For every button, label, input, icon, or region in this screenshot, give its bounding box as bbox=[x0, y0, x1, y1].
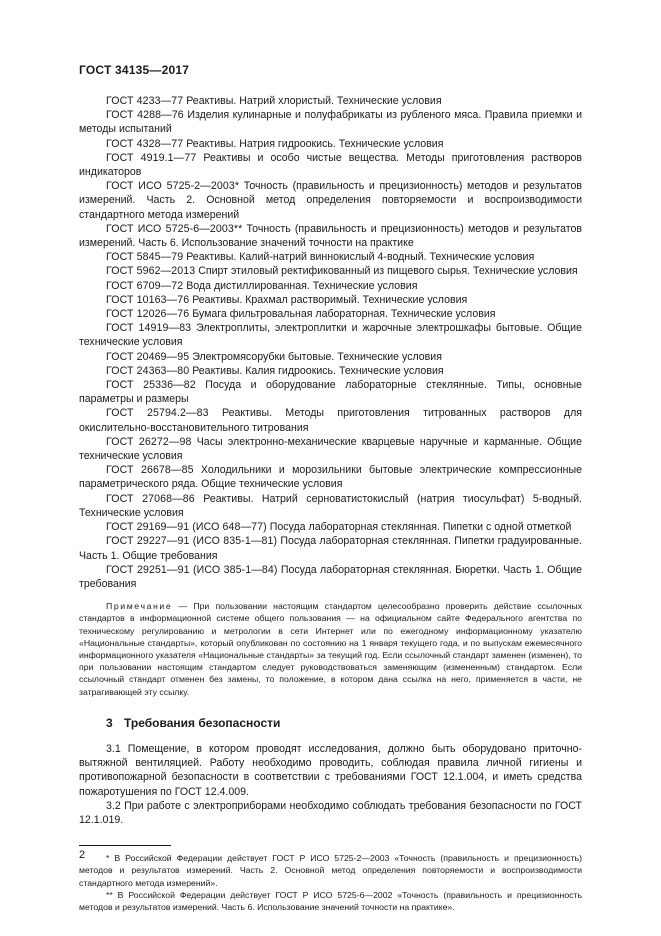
reference-title: Бумага фильтровальная лабораторная. Технические условия bbox=[192, 308, 496, 321]
note-paragraph bbox=[79, 600, 582, 698]
reference-code: ГОСТ ИСО 5725-6—2003** bbox=[106, 222, 243, 235]
clause-3-2 bbox=[79, 799, 582, 827]
reference-title: Реактивы. Натрия гидроокись. Технические условия bbox=[186, 137, 444, 150]
reference-title: Реактивы. Натрий серноватистокислый (натрия тиосульфат) 5-водный. Технические условия bbox=[79, 492, 583, 519]
reference-item bbox=[79, 108, 582, 136]
reference-item bbox=[79, 406, 582, 434]
reference-title: Посуда лабораторная стеклянная. Пипетки градуированные. Часть 1. Общие требования bbox=[79, 535, 582, 562]
reference-code: ГОСТ 5962—2013 bbox=[106, 265, 196, 278]
normative-references-list bbox=[79, 94, 582, 591]
clause-3-1 bbox=[79, 742, 582, 799]
reference-item bbox=[79, 250, 582, 264]
reference-title: Реактивы. Методы приготовления титрованных растворов для окислительно-восстановительного титрования bbox=[79, 407, 582, 434]
reference-code: ГОСТ 14919—83 bbox=[106, 322, 192, 335]
reference-title: Реактивы и особо чистые вещества. Методы приготовления растворов индикаторов bbox=[79, 151, 582, 179]
reference-item bbox=[79, 293, 582, 307]
reference-title: Посуда лабораторная стеклянная. Бюретки. Часть 1. Общие требования bbox=[79, 563, 583, 590]
footnote-divider bbox=[79, 845, 171, 846]
reference-item bbox=[79, 350, 582, 364]
reference-item bbox=[79, 264, 582, 278]
reference-item bbox=[79, 94, 582, 108]
reference-code: ГОСТ 26678—85 bbox=[106, 464, 194, 477]
reference-title: Реактивы. Натрий хлористый. Технические условия bbox=[186, 95, 442, 107]
reference-code: ГОСТ 25336—82 bbox=[106, 379, 196, 392]
reference-code: ГОСТ ИСО 5725-2—2003* bbox=[106, 180, 240, 193]
reference-code: ГОСТ 6709—72 bbox=[106, 279, 184, 292]
reference-title: Спирт этиловый ректификованный из пищевого сырья. Технические условия bbox=[198, 265, 578, 278]
reference-code: ГОСТ 24363—80 bbox=[106, 364, 190, 377]
reference-code: ГОСТ 25794.2—83 bbox=[106, 407, 209, 420]
reference-title: Холодильники и морозильники бытовые электрические компрессионные параметрического ряда. Общие технические условия bbox=[79, 464, 582, 491]
reference-title: Электроплиты, электроплитки и жарочные электрошкафы бытовые. Общие технические условия bbox=[79, 322, 582, 349]
reference-title: Посуда и оборудование лабораторные стеклянные. Типы, основные параметры и размеры bbox=[79, 379, 582, 406]
reference-title: Часы электронно-механические кварцевые наручные и карманные. Общие технические условия bbox=[79, 435, 582, 463]
reference-title: Реактивы. Крахмал растворимый. Технические условия bbox=[192, 293, 468, 306]
reference-item bbox=[79, 463, 582, 491]
reference-item bbox=[79, 279, 582, 293]
footnote: * В Российской Федерации действует ГОСТ Р ИСО 5725-2—2003 «Точность (правильность и прецизионность) методов и результатов измерений. Часть 2. Основной метод определения повторяемости и воспроизводимости стандартного метода измерений». bbox=[79, 853, 582, 888]
section-heading bbox=[79, 716, 582, 730]
reference-item bbox=[79, 378, 582, 406]
reference-code: ГОСТ 29227—91 (ИСО 835-1—81) bbox=[106, 535, 278, 548]
reference-item bbox=[79, 492, 582, 520]
reference-code: ГОСТ 12026—76 bbox=[106, 308, 190, 321]
clause-text: При работе с электроприборами необходимо соблюдать требования безопасности по ГОСТ 12.1.019. bbox=[79, 799, 582, 826]
reference-code: ГОСТ 26272—98 bbox=[106, 435, 192, 448]
footnote: ** В Российской Федерации действует ГОСТ Р ИСО 5725-6—2002 «Точность (правильность и прецизионность методов и результатов измерений. Часть 6. Использование значений точности на практике». bbox=[79, 889, 582, 912]
reference-title: Реактивы. Калий-натрий виннокислый 4-водный. Технические условия bbox=[186, 251, 535, 264]
reference-code: ГОСТ 27068—86 bbox=[106, 492, 195, 505]
reference-title: Электромясорубки бытовые. Технические условия bbox=[192, 350, 442, 363]
reference-code: ГОСТ 10163—76 bbox=[106, 293, 190, 306]
clause-text: Помещение, в котором проводят исследования, должно быть оборудовано приточно-вытяжной вентиляцией. Работу необходимо проводить, соблюдая правила личной гигиены и противопожарной безопасности в соответствии с требованиями ГОСТ 12.1.004, и иметь средства пожаротушения по ГОСТ 12.4.009. bbox=[79, 742, 582, 798]
reference-title: Изделия кулинарные и полуфабрикаты из рубленого мяса. Правила приемки и методы испытаний bbox=[79, 109, 582, 136]
document-body bbox=[79, 94, 582, 913]
reference-title: Посуда лабораторная стеклянная. Пипетки с одной отметкой bbox=[269, 521, 572, 534]
reference-title: Вода дистиллированная. Технические условия bbox=[186, 279, 418, 292]
reference-code: ГОСТ 4233—77 bbox=[106, 95, 184, 107]
reference-code: ГОСТ 5845—79 bbox=[106, 251, 184, 264]
reference-item bbox=[79, 520, 582, 534]
reference-title: Точность (правильность и прецизионность) методов и результатов измерений. Часть 6. Использование значений точности на практике bbox=[79, 222, 582, 250]
reference-item bbox=[79, 435, 582, 463]
reference-item bbox=[79, 307, 582, 321]
reference-item bbox=[79, 222, 582, 250]
section-title: Требования безопасности bbox=[124, 715, 281, 730]
reference-item bbox=[79, 151, 582, 179]
reference-code: ГОСТ 29169—91 (ИСО 648—77) bbox=[106, 521, 267, 534]
reference-item bbox=[79, 179, 582, 222]
reference-code: ГОСТ 29251—91 (ИСО 385-1—84) bbox=[106, 563, 278, 576]
reference-code: ГОСТ 4288—76 bbox=[106, 109, 184, 122]
section-number: 3 bbox=[106, 715, 113, 730]
reference-item bbox=[79, 534, 582, 562]
reference-code: ГОСТ 4919.1—77 bbox=[106, 151, 197, 164]
reference-title: Реактивы. Калия гидроокись. Технические условия bbox=[192, 364, 444, 377]
reference-item bbox=[79, 137, 582, 151]
clause-number: 3.2 bbox=[106, 799, 121, 812]
standard-header: ГОСТ 34135—2017 bbox=[79, 63, 190, 77]
reference-code: ГОСТ 20469—95 bbox=[106, 350, 190, 363]
reference-item bbox=[79, 321, 582, 349]
page-number: 2 bbox=[79, 849, 86, 861]
reference-code: ГОСТ 4328—77 bbox=[106, 137, 184, 150]
reference-item bbox=[79, 563, 582, 591]
note-text: — При пользовании настоящим стандартом целесообразно проверить действие ссылочных стандартов в информационной системе общего пользования — на официальном сайте Федерального агентства по техническому регулированию и метрологии в сети Интернет или по ежегодному информационному указателю «Национальные стандарты», который опубликован по состоянию на 1 января текущего года, и по выпускам ежемесячного информационного указателя «Национальные стандарты» за текущий год. Если ссылочный стандарт заменен (изменен), то при пользовании настоящим стандартом следует руководствоваться заменяющим (измененным) стандартом. Если ссылочный стандарт отменен без замены, то положение, в котором дана ссылка на него, применяется в части, не затрагивающей эту ссылку. bbox=[79, 601, 582, 697]
reference-title: Точность (правильность и прецизионность) методов и результатов измерений. Часть 2. Основной метод определения повторяемости и воспроизводимости стандартного метода измерений bbox=[79, 180, 582, 221]
note-label: Примечание bbox=[106, 601, 173, 612]
clause-number: 3.1 bbox=[106, 742, 121, 755]
reference-item bbox=[79, 364, 582, 378]
